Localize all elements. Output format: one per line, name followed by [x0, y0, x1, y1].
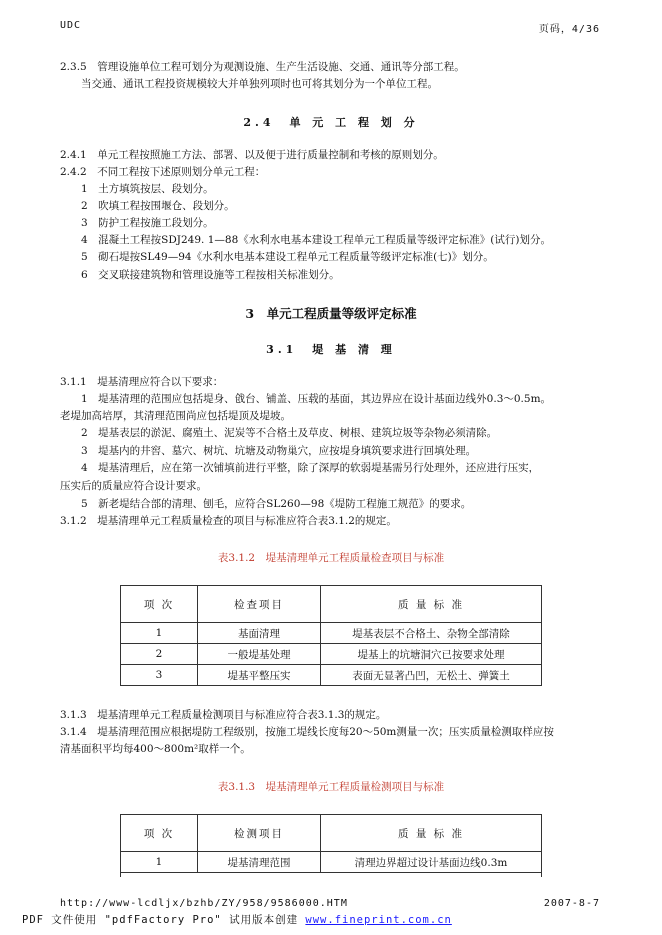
table-cell: 堤基平整压实 — [198, 665, 321, 686]
list-item: 2 吹填工程按围堰仓、段划分。 — [81, 200, 235, 212]
header-cell: 检查项目 — [198, 586, 321, 623]
table-continuation-line — [120, 871, 121, 877]
paragraph-3-1-4: 3.1.4 堤基清理范围应根据堤防工程级别，按施工堤线长度每20～50m测量一次；压实质量检测取样应按 — [60, 726, 554, 738]
pdf-notice-text: PDF 文件使用 "pdfFactory Pro" 试用版本创建 — [22, 914, 299, 926]
list-item: 5 新老堤结合部的清理、刨毛，应符合SL260—98《堤防工程施工规范》的要求。 — [81, 498, 472, 510]
paragraph-3-1-2: 3.1.2 堤基清理单元工程质量检查的项目与标准应符合表3.1.2的规定。 — [60, 515, 397, 527]
table-cell: 堤基清理范围 — [198, 852, 321, 873]
list-item: 1 土方填筑按层、段划分。 — [81, 183, 214, 195]
table-row — [121, 623, 542, 644]
table-row — [121, 852, 542, 873]
table-3-1-3 — [120, 814, 542, 873]
header-cell: 项 次 — [121, 586, 198, 623]
list-item: 3 堤基内的井窖、墓穴、树坑、坑塘及动物巢穴，应按堤身填筑要求进行回填处理。 — [81, 445, 477, 457]
list-item: 4 混凝土工程按SDJ249. 1—88《水利水电基本建设工程单元工程质量等级评定标准》(试行)划分。 — [81, 234, 551, 246]
table-cell: 清理边界超过设计基面边线0.3m — [321, 852, 542, 873]
list-item-cont: 压实后的质量应符合设计要求。 — [60, 480, 207, 492]
table-cell: 堤基上的坑塘洞穴已按要求处理 — [321, 644, 542, 665]
paragraph-2-4-2: 2.4.2 不同工程按下述原则划分单元工程： — [60, 166, 266, 178]
table-row — [121, 665, 542, 686]
paragraph-2-3-5: 2.3.5 管理设施单位工程可划分为观测设施、生产生活设施、交通、通讯等分部工程。 — [60, 61, 465, 73]
table-cell: 基面清理 — [198, 623, 321, 644]
paragraph-3-1-4-cont: 清基面积平均每400～800m²取样一个。 — [60, 743, 251, 755]
section-3-1-title: 3.1 堤 基 清 理 — [266, 343, 396, 356]
header-udc: UDC — [60, 20, 82, 31]
table-cell: 2 — [121, 644, 198, 665]
pdf-notice-link[interactable]: www.fineprint.com.cn — [305, 914, 452, 926]
section-2-4-title: 2.4 单 元 工 程 划 分 — [243, 116, 419, 129]
header-cell: 项 次 — [121, 815, 198, 852]
list-item: 6 交叉联接建筑物和管理设施等工程按相关标准划分。 — [81, 269, 340, 281]
table-3-1-2-caption: 表3.1.2 堤基清理单元工程质量检查项目与标准 — [217, 552, 445, 564]
list-item: 1 堤基清理的范围应包括堤身、戗台、铺盖、压载的基面，其边界应在设计基面边线外0.3～0.5m。 — [81, 393, 552, 405]
table-header-row — [121, 815, 542, 852]
paragraph-2-4-1: 2.4.1 单元工程按照施工方法、部署、以及便于进行质量控制和考核的原则划分。 — [60, 149, 444, 161]
table-cell: 堤基表层不合格土、杂物全部清除 — [321, 623, 542, 644]
table-cell: 一般堤基处理 — [198, 644, 321, 665]
table-cell: 1 — [121, 852, 198, 873]
list-item: 5 砌石堤按SL49—94《水利水电基本建设工程单元工程质量等级评定标准(七)》划分。 — [81, 251, 494, 263]
list-item: 3 防护工程按施工段划分。 — [81, 217, 214, 229]
table-cell: 3 — [121, 665, 198, 686]
table-row — [121, 644, 542, 665]
table-header-row — [121, 586, 542, 623]
paragraph-3-1-1: 3.1.1 堤基清理应符合以下要求： — [60, 376, 224, 388]
footer-date: 2007-8-7 — [543, 898, 600, 909]
table-cell: 1 — [121, 623, 198, 644]
header-cell: 检测项目 — [198, 815, 321, 852]
paragraph-3-1-3: 3.1.3 堤基清理单元工程质量检测项目与标准应符合表3.1.3的规定。 — [60, 709, 387, 721]
header-cell: 质 量 标 准 — [321, 815, 542, 852]
pdf-notice — [22, 912, 452, 927]
paragraph-2-3-5-cont: 当交通、通讯工程投资规模较大并单独列项时也可将其划分为一个单位工程。 — [81, 78, 438, 90]
footer-url: http://www-lcdljx/bzhb/ZY/958/9586000.HTM — [60, 898, 348, 909]
list-item: 4 堤基清理后，应在第一次铺填前进行平整，除了深厚的软弱堤基需另行处理外，还应进行压实， — [81, 462, 540, 474]
header-page-number: 页码，4/36 — [538, 24, 600, 35]
header-cell: 质 量 标 准 — [321, 586, 542, 623]
list-item-cont: 老堤加高培厚，其清理范围尚应包括堤顶及堤坡。 — [60, 410, 291, 422]
list-item: 2 堤基表层的淤泥、腐殖土、泥炭等不合格土及草皮、树根、建筑垃圾等杂物必须清除。 — [81, 427, 498, 439]
table-cell: 表面无显著凸凹，无松土、弹簧土 — [321, 665, 542, 686]
table-3-1-2 — [120, 585, 542, 686]
table-3-1-3-caption: 表3.1.3 堤基清理单元工程质量检测项目与标准 — [217, 781, 445, 793]
chapter-3-title: 3 单元工程质量等级评定标准 — [245, 306, 417, 321]
table-continuation-line — [541, 871, 542, 877]
